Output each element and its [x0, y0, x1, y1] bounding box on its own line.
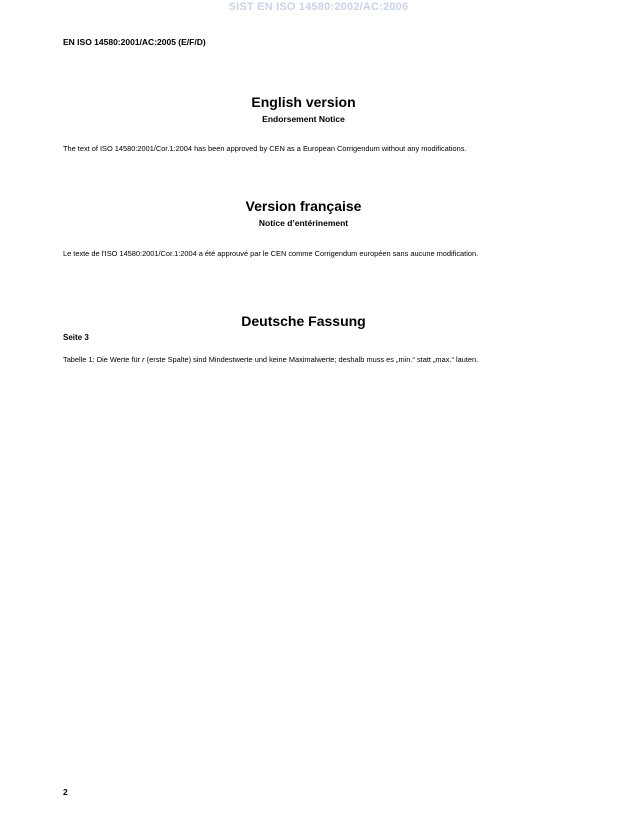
page-number: 2	[63, 787, 68, 797]
document-identifier: EN ISO 14580:2001/AC:2005 (E/F/D)	[63, 37, 206, 47]
radius-symbol: r	[142, 355, 145, 364]
german-body	[63, 355, 544, 364]
german-body-end: (erste Spalte) sind Mindestwerte und keine Maximalwerte; deshalb muss es „min.“ statt „max.“ lauten.	[144, 355, 479, 364]
english-subtitle: Endorsement Notice	[262, 114, 345, 124]
french-subtitle: Notice d’entérinement	[258, 218, 349, 228]
german-section	[63, 312, 544, 330]
french-section	[63, 197, 544, 229]
english-body: The text of ISO 14580:2001/Cor.1:2004 has been approved by CEN as a European Corrigendum without any modifications.	[63, 144, 467, 153]
french-body: Le texte de l'ISO 14580:2001/Cor.1:2004 a été approuvé par le CEN comme Corrigendum européen sans aucune modification.	[63, 249, 479, 258]
english-title: English version	[251, 94, 356, 110]
german-subtitle: Seite 3	[63, 333, 89, 342]
german-body-start: Tabelle 1: Die Werte für	[63, 355, 143, 364]
english-section	[63, 93, 544, 125]
german-title: Deutsche Fassung	[241, 313, 366, 329]
french-title: Version française	[245, 198, 362, 214]
watermark: SIST EN ISO 14580:2002/AC:2006	[228, 1, 409, 13]
